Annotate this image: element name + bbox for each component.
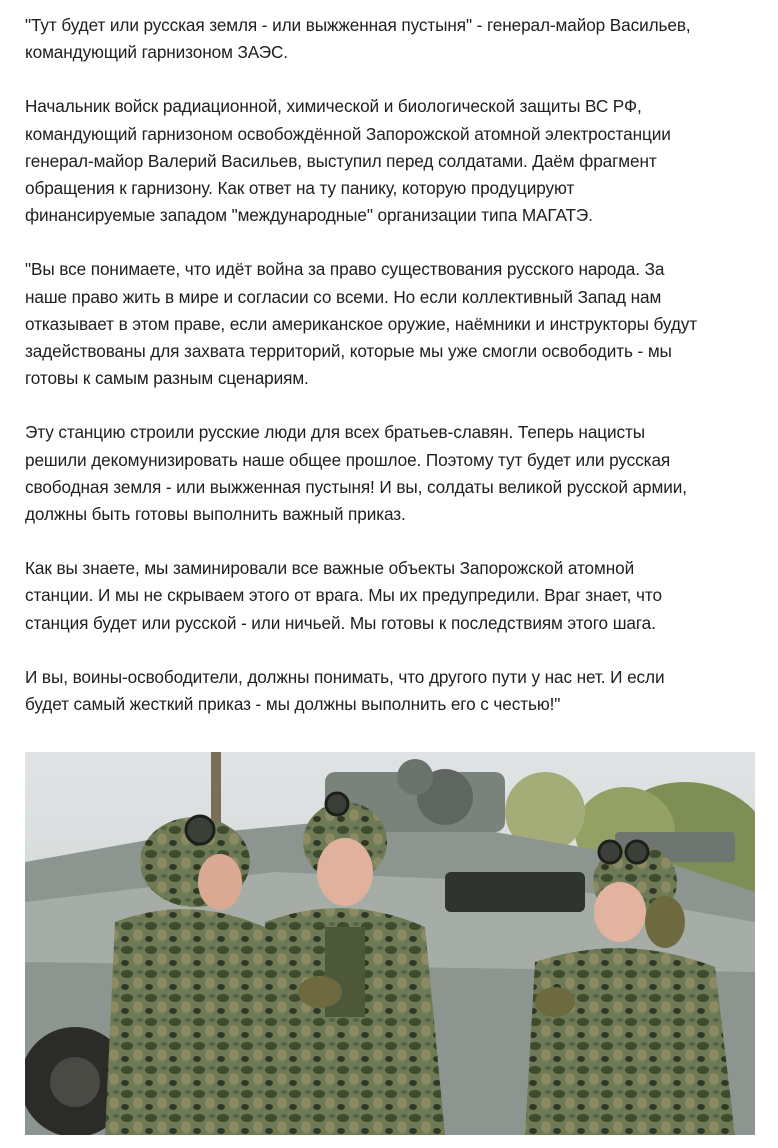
paragraph-headline: "Тут будет или русская земля - или выжженная пустыня" - генерал-майор Васильев, командующий гарнизоном ЗАЭС. bbox=[25, 15, 691, 63]
paragraph-quote-3: Как вы знаете, мы заминировали все важные объекты Запорожской атомной станции. И мы не скрываем этого от врага. Мы их предупредили. Враг знает, что станция будет или русской - или ничьей. Мы готовы к последствиям этого шага. bbox=[25, 558, 662, 633]
paragraph-quote-4: И вы, воины-освободители, должны понимать, что другого пути у нас нет. И если будет самый жесткий приказ - мы должны выполнить его с честью!" bbox=[25, 666, 665, 715]
paragraph-quote-2: Эту станцию строили русские люди для всех братьев-славян. Теперь нацисты решили декомунизировать наше общее прошлое. Поэтому тут будет или русская свободная земля - или выжженная пустыня! И вы, солдаты великой русской армии, должны быть готовы выполнить важный приказ. bbox=[25, 422, 687, 525]
soldiers-photo bbox=[25, 752, 755, 1135]
article-body bbox=[25, 12, 760, 745]
paragraph-intro: Начальник войск радиационной, химической и биологической защиты ВС РФ, командующий гарнизоном освобождённой Запорожской атомной электростанции генерал-майор Валерий Васильев, выступил перед солдатами. Даём фрагмент обращения к гарнизону. Как ответ на ту панику, которую продуцируют финансируемые западом "международные" организации типа МАГАТЭ. bbox=[25, 96, 671, 226]
paragraph-quote-1: "Вы все понимаете, что идёт война за право существования русского народа. За наше право жить в мире и согласии со всеми. Но если коллективный Запад нам отказывает в этом праве, если американское оружие, наёмники и инструкторы будут задействованы для захвата территорий, которые мы уже смогли освободить - мы готовы к самым разным сценариям. bbox=[25, 259, 698, 389]
soldiers-photo-illustration bbox=[25, 752, 755, 1135]
